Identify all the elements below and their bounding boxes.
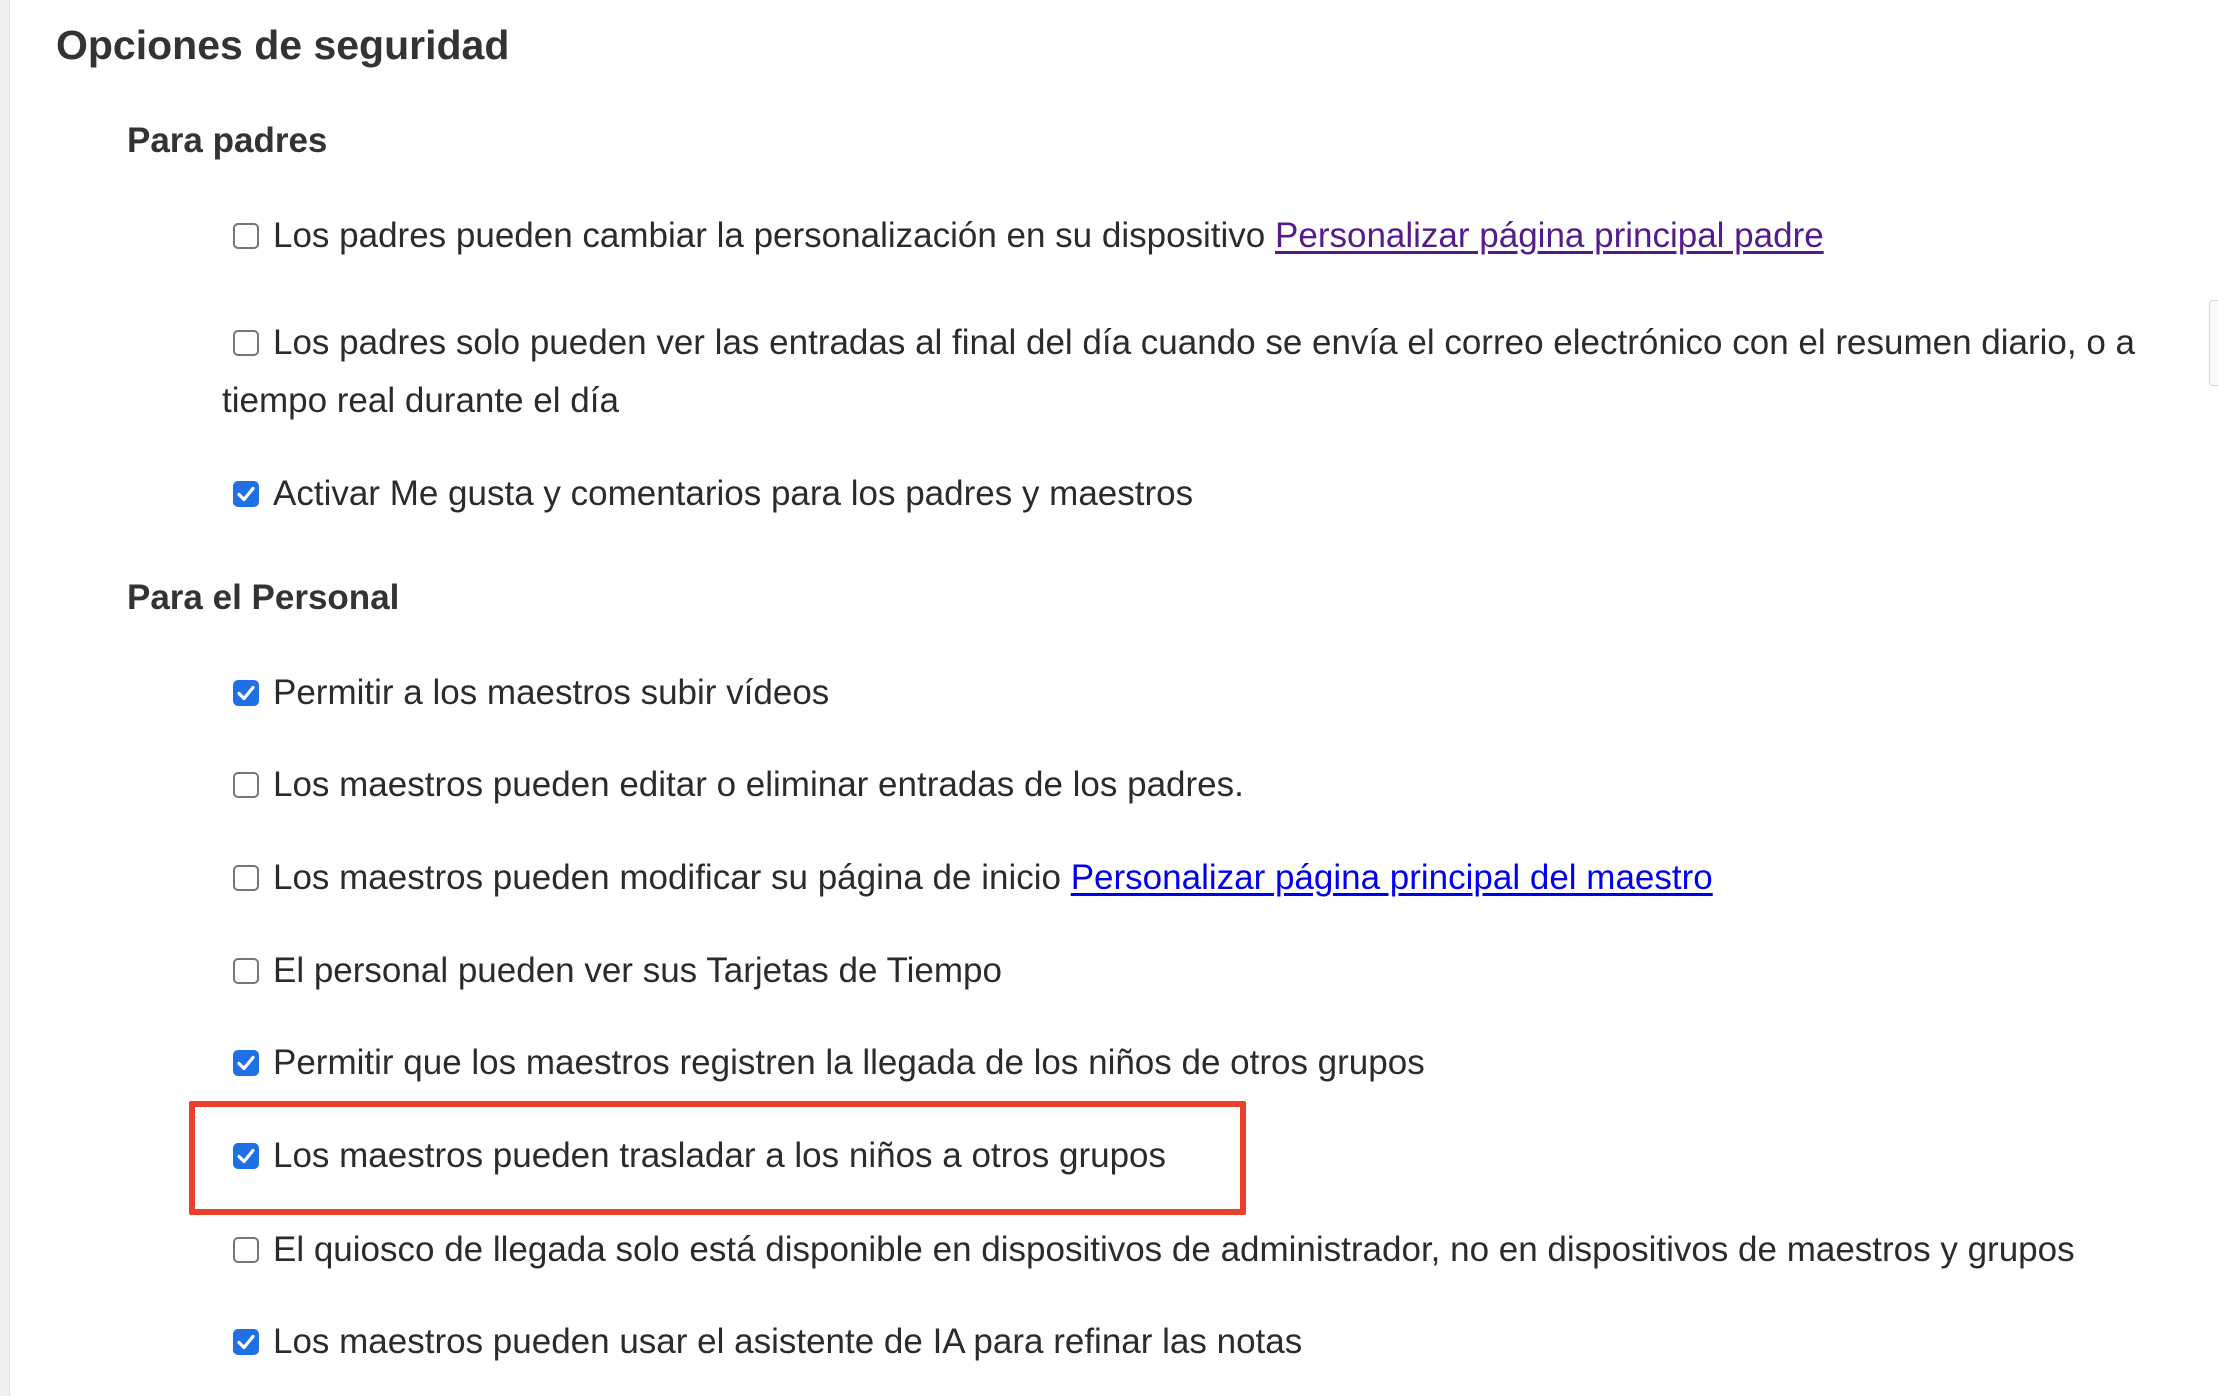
option-label: El quiosco de llegada solo está disponible en dispositivos de administrador, no en dispositivos de maestros y grupos	[273, 1230, 2075, 1269]
checkbox[interactable]	[233, 1143, 259, 1169]
option-staff-move-children	[222, 1127, 2182, 1185]
checkbox[interactable]	[233, 1050, 259, 1076]
option-parents-likes-comments	[222, 465, 2182, 523]
link-customize-teacher-home[interactable]: Personalizar página principal del maestro	[1070, 858, 1713, 897]
checkbox[interactable]	[233, 1237, 259, 1263]
option-label: Los maestros pueden trasladar a los niños a otros grupos	[273, 1136, 1167, 1175]
option-label: Permitir que los maestros registren la llegada de los niños de otros grupos	[273, 1043, 1425, 1082]
page-title: Opciones de seguridad	[56, 22, 510, 68]
option-staff-edit-parent-entries	[222, 756, 2182, 814]
option-label: Los padres solo pueden ver las entradas al final del día cuando se envía el correo electrónico con el resumen diario, o a tiempo real durante el día	[222, 323, 2135, 420]
checkbox[interactable]	[233, 958, 259, 984]
option-label: Permitir a los maestros subir vídeos	[273, 673, 830, 712]
checkbox[interactable]	[233, 481, 259, 507]
checkbox[interactable]	[233, 680, 259, 706]
option-staff-checkin-other-groups	[222, 1034, 2182, 1092]
option-staff-timecards	[222, 942, 2182, 1000]
option-label: Los padres pueden cambiar la personalización en su dispositivo	[273, 216, 1266, 255]
option-label: Los maestros pueden editar o eliminar entradas de los padres.	[273, 765, 1244, 804]
left-border	[0, 0, 10, 1396]
option-staff-upload-videos	[222, 664, 2182, 722]
option-label: Los maestros pueden modificar su página de inicio	[273, 858, 1061, 897]
option-label: El personal pueden ver sus Tarjetas de Tiempo	[273, 951, 1002, 990]
checkbox[interactable]	[233, 865, 259, 891]
option-label: Los maestros pueden usar el asistente de IA para refinar las notas	[273, 1322, 1303, 1361]
section-heading-staff: Para el Personal	[127, 578, 400, 617]
checkbox[interactable]	[233, 1329, 259, 1355]
option-parents-end-of-day	[222, 314, 2182, 430]
right-edge-handle	[2209, 300, 2218, 386]
option-label: Activar Me gusta y comentarios para los padres y maestros	[273, 474, 1194, 513]
checkbox[interactable]	[233, 223, 259, 249]
link-customize-parent-home[interactable]: Personalizar página principal padre	[1275, 216, 1824, 255]
checkbox[interactable]	[233, 772, 259, 798]
section-heading-parents: Para padres	[127, 121, 328, 160]
option-staff-ai-assistant	[222, 1313, 2182, 1371]
option-staff-modify-home	[222, 849, 2182, 907]
checkbox[interactable]	[233, 330, 259, 356]
option-parents-customize	[222, 207, 2182, 265]
option-staff-kiosk-admin-only	[222, 1221, 2182, 1279]
